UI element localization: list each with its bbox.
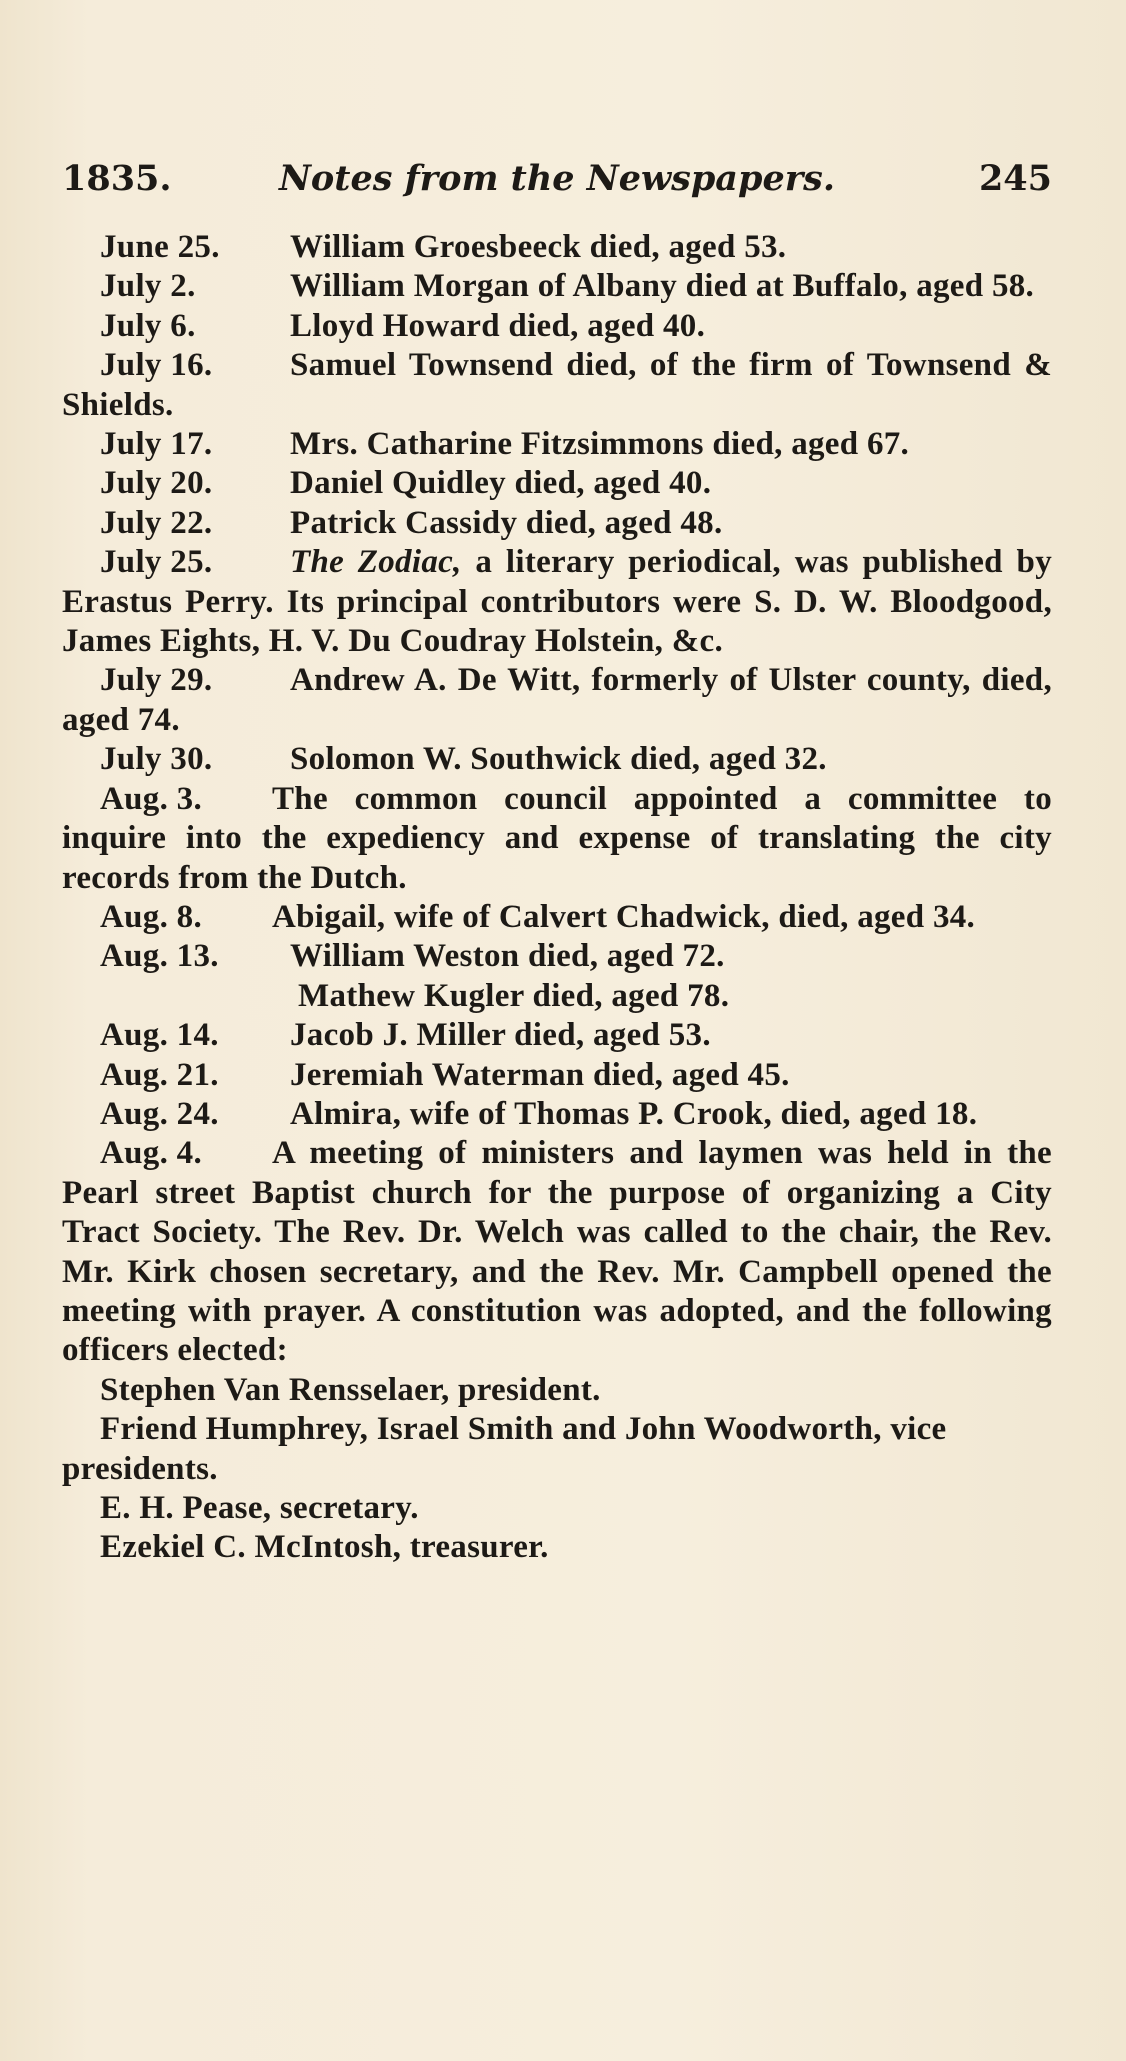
entry-date: Aug. 8. [100, 898, 203, 935]
entry-text: Daniel Quidley died, aged 40. [290, 465, 712, 502]
entry [62, 228, 1052, 267]
entry-text: Abigail, wife of Calvert Chadwick, died, aged 34. [272, 898, 976, 935]
entry-date: July 16. [100, 347, 213, 384]
entry-date: Aug. 21. [100, 1056, 219, 1093]
officer-line: Stephen Van Rensselaer, president. [100, 1371, 601, 1408]
entry-text: Mrs. Catharine Fitzsimmons died, aged 67. [290, 426, 910, 463]
entry [62, 425, 1052, 464]
entry-date: July 2. [100, 268, 196, 305]
entry-text: Almira, wife of Thomas P. Crook, died, aged 18. [290, 1095, 978, 1132]
officer-line: Ezekiel C. McIntosh, treasurer. [100, 1529, 549, 1566]
entry-date: Aug. 24. [100, 1095, 219, 1132]
officer-line: Friend Humphrey, Israel Smith and John Woodworth, vice presidents. [62, 1411, 947, 1487]
entry [62, 267, 1052, 306]
entry [62, 1056, 1052, 1095]
entry [62, 504, 1052, 543]
entry-text: William Groesbeeck died, aged 53. [290, 229, 787, 265]
entry-date: Aug. 14. [100, 1017, 219, 1054]
entry-text: Andrew A. De Witt, formerly of Ulster county, died, aged 74. [62, 662, 1052, 738]
page-body [62, 228, 1052, 1568]
running-head [62, 158, 1052, 208]
entry-text: Jacob J. Miller died, aged 53. [290, 1017, 711, 1054]
entry-date: June 25. [100, 229, 220, 265]
entry-date: July 17. [100, 426, 213, 463]
entry [62, 780, 1052, 898]
header-title: Notes from the Newspapers. [278, 158, 836, 199]
entry [62, 464, 1052, 503]
entry-date: July 20. [100, 465, 213, 502]
entry [62, 977, 1052, 1016]
entry-text: Solomon W. Southwick died, aged 32. [290, 741, 827, 778]
entry-date: July 29. [100, 662, 213, 699]
entry [62, 740, 1052, 779]
entry-text: Patrick Cassidy died, aged 48. [290, 504, 723, 541]
entry [62, 898, 1052, 937]
entry [62, 661, 1052, 740]
entry-text: a literary periodical, was published by Erastus Perry. Its principal contributors were S. D. W. Bloodgood, James Eights, H. V. Du Coudray Holstein, &c. [62, 544, 1052, 660]
entry [62, 1134, 1052, 1370]
periodical-title: The Zodiac, [290, 544, 462, 581]
entry-text: Lloyd Howard died, aged 40. [290, 307, 706, 344]
entry [62, 1095, 1052, 1134]
entry-date: Aug. 3. [100, 780, 203, 817]
entry-date: July 30. [100, 741, 213, 778]
header-year: 1835. [62, 158, 172, 199]
entry-text: A meeting of ministers and laymen was held in the Pearl street Baptist church for the purpose of organizing a City Tract Society. The Rev. Dr. Welch was called to the chair, the Rev. Mr. Kirk chosen secretary, and the Rev. Mr. Campbell opened the meeting with prayer. A constitution was adopted, and the following officers elected: [62, 1135, 1052, 1369]
entry-date: Aug. 4. [100, 1135, 203, 1172]
entry [62, 307, 1052, 346]
entry-date: July 6. [100, 307, 196, 344]
page-number: 245 [978, 158, 1052, 199]
entry-text: William Morgan of Albany died at Buffalo, aged 58. [290, 268, 1035, 305]
entry-text: Mathew Kugler died, aged 78. [298, 977, 730, 1014]
entry [62, 346, 1052, 425]
entry-text: The common council appointed a committee to inquire into the expediency and expense of translating the city records from the Dutch. [62, 780, 1052, 896]
entry-text: Jeremiah Waterman died, aged 45. [290, 1056, 790, 1093]
entry-date: July 22. [100, 504, 213, 541]
entry-text: William Weston died, aged 72. [290, 938, 725, 975]
entry-text: Samuel Townsend died, of the firm of Townsend & Shields. [62, 347, 1052, 423]
entry [62, 543, 1052, 661]
entry [62, 937, 1052, 976]
entry-date: Aug. 13. [100, 938, 219, 975]
officer-line: E. H. Pease, secretary. [100, 1490, 419, 1526]
entry-date: July 25. [100, 544, 213, 581]
entry [62, 1016, 1052, 1055]
